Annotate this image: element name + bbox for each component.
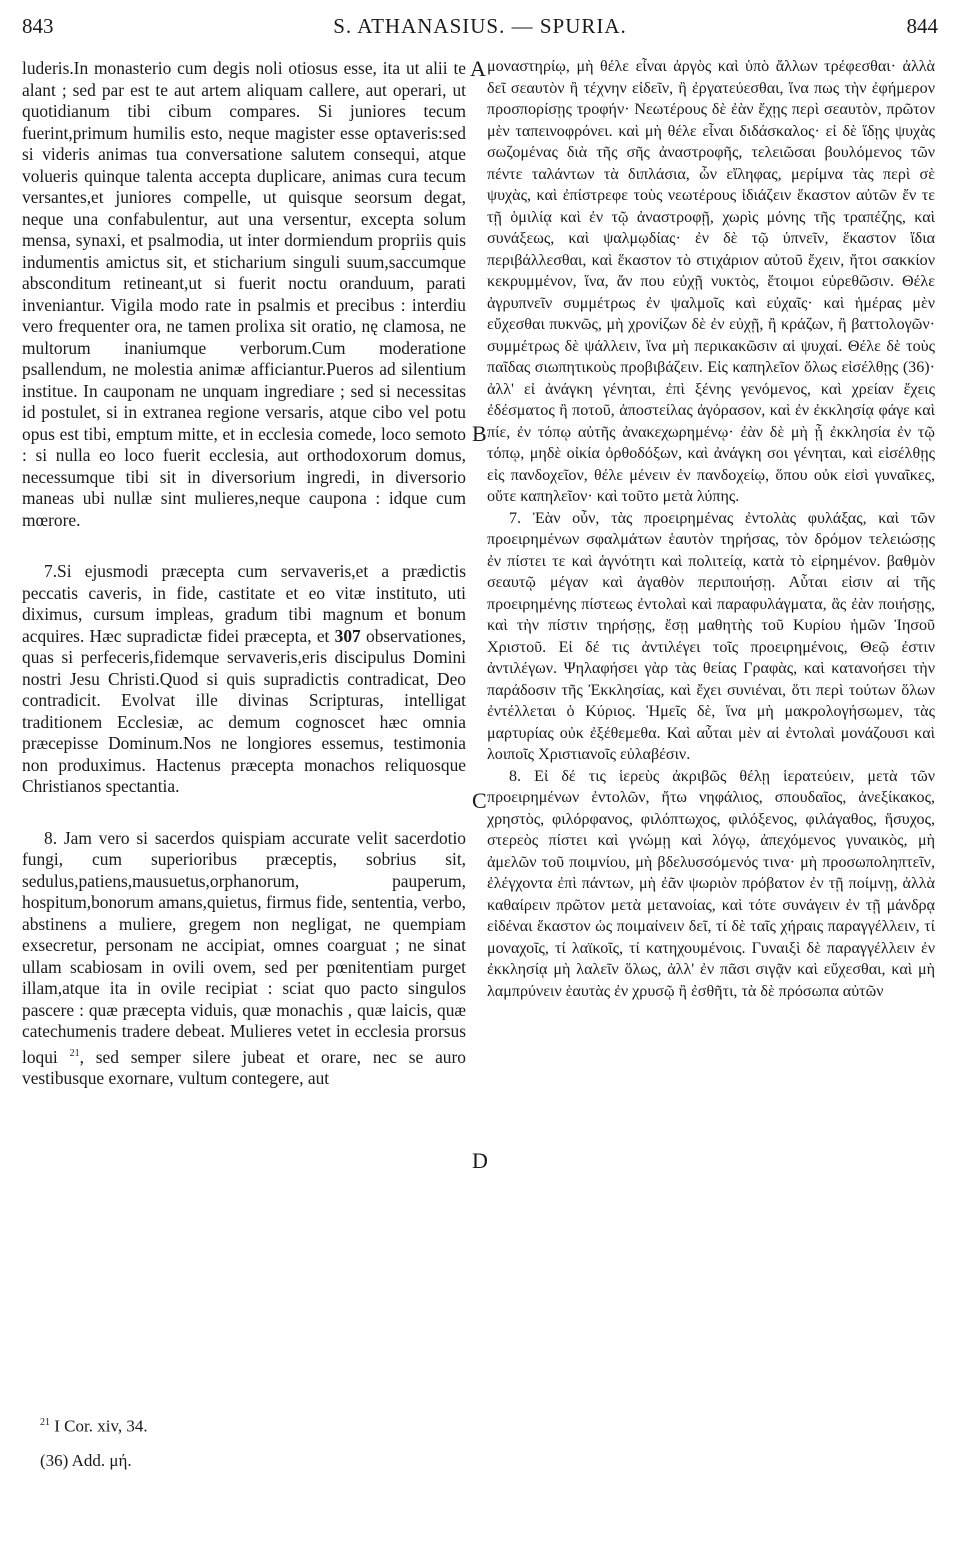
- footnote-number: 21: [40, 1417, 50, 1428]
- latin-paragraph-7: [22, 561, 466, 798]
- page-number-left: 843: [22, 14, 54, 38]
- running-title: S. ATHANASIUS. — SPURIA.: [333, 14, 627, 38]
- latin-paragraph-7-text-a: 7.Si ejusmodi præcepta cum servaveris,et a prædictis peccatis caveris, in fide, castitate et eo vitæ instituto, uti diximus, cursum impleas, gradum tibi magnum et bonum acquires. Hæc supradictæ fidei præcepta, et: [22, 561, 466, 646]
- greek-paragraph-7: 7. Ἐὰν οὖν, τὰς προειρημένας ἐντολὰς φυλάξας, καὶ τῶν προειρημένων σφαλμάτων ἑαυτὸν τηρήσας, τὸν δρόμον τελειώσῃς ἐν πίστει τε καὶ ἁγνότητι καὶ πολιτείᾳ, κατὰ τὸ εἰρημένον. βαθμὸν σεαυτῷ μέγαν καὶ ἀγαθὸν περιποιήσῃ. Αὗται εἰσιν αἱ τῆς προειρημένης πίστεως ἐντολαὶ καὶ παραφυλάγματα, ἃς ἐὰν ποιήσῃς, καὶ τὴν πίστιν τηρήσῃς, ἔσῃ μαθητὴς τοῦ Κυρίου ἡμῶν Ἰησοῦ Χριστοῦ. Εἰ δέ τις ἀντιλέγει τοῖς προειρημένοις, Θεῷ ἐστιν ἀντιλέγων. Ψηλαφήσει γὰρ τὰς θείας Γραφὰς, καὶ κατανοήσει τὴν παράδοσιν τῆς Ἐκκλησίας, καὶ ἔχει συνιέναι, ὅτι περὶ τούτων ὅλων ἐντέλλεται ὁ Κύριος. Ἡμεῖς δὲ, ἵνα μὴ μακρολογήσωμεν, τὰς μαρτυρίας οὐκ ἐξέθεμεθα. Καὶ αὗται μὲν αἱ ἐντολαὶ μονάζουσι καὶ λοιποῖς Χριστιανοῖς εὐλαβέσιν.: [487, 509, 935, 763]
- margin-marker-b: B: [472, 421, 487, 446]
- greek-paragraph-8: 8. Εἰ δέ τις ἱερεὺς ἀκριβῶς θέλῃ ἱερατεύειν, μετὰ τῶν προειρημένων ἐντολῶν, ἤτω νηφάλιος, σπουδαῖος, ἀνεξίκακος, χρηστὸς, φιλόρφανος, φιλόπτωχος, φιλόξενος, φιλάγαθος, ἥσυχος, στερεὸς πίστει καὶ γνώμῃ καὶ λόγῳ, ἀπεχόμενος γυναικὸς, μὴ ἀμελῶν τοῦ ποιμνίου, μὴ βδελυσσόμενός τινα· μὴ προσωποληπτεῖν, ἐλέγχοντα ἐπὶ πάντων, μὴ ἐᾶν ψωριὸν πρόβατον ἐν τῇ ποίμνῃ, ἀλλὰ καθαίρειν πρῶτον μετὰ μετανοίας, καὶ τότε συνάγειν ἐν τῇ μάνδρᾳ εἰδέναι ἕκαστον ὡς ποιμαίνειν δεῖ, τί δὲ ταῖς χήραις παραγγέλλειν, τί μοναχοῖς, τί λαϊκοῖς, τί κατηχουμένοις. Γυναιξὶ δὲ παραγγέλλειν ἐν ἐκκλησίᾳ μὴ λαλεῖν ὅλως, ἀλλ' ἐν πᾶσι σιγᾷν καὶ εὔχεσθαι, καὶ μὴ λαμπρύνειν ἑαυτὰς ἐν χρυσῷ ἢ ἐσθῆτι, τὰ δὲ πρόσωπα αὐτῶν: [487, 767, 935, 1000]
- latin-paragraph-7-text-b: observationes, quas si perfeceris,fidemque servaveris,eris discipulus Domini nostri Jesu Christi.Quod si quis supradictis contradicat, Deo contradicit. Evolvat ille divinas Scripturas, intelligat traditionem Ecclesiæ, ac demum cognoscet hæc omnia præcepisse Dominum.Nos ne longiores essemus, testimonia non produximus. Hactenus præcepta monachos reliquosque Christianos spectantia.: [22, 625, 466, 796]
- greek-paragraph-1: μοναστηρίῳ, μὴ θέλε εἶναι ἀργὸς καὶ ὑπὸ ἄλλων τρέφεσθαι· ἀλλὰ δεῖ σεαυτὸν ἢ τέχνην εἰδεῖν, ἢ ἐργατεύεσθαι, ἵνα πως τὴν ἐφήμερον προσπορίσῃς τροφήν· Νεωτέρους δὲ ἐὰν ἔχῃς περὶ σεαυτὸν, πρῶτον μὲν ταπεινοφρόνει. καὶ μὴ θέλε εἶναι διδάσκαλος· εἰ δὲ ἴδῃς ψυχὰς σωζομένας διὰ τῆς σῆς ἀναστροφῆς, τελειῶσαι βουλόμενος τῶν πέντε ταλάντων τὰ διπλάσια, ὧν εἴληφας, μερίμνα τὰς περὶ σὲ ψυχὰς, καὶ ἐπίστρεφε τοὺς νεωτέρους ἰδιάζειν ἕκαστον αὐτῶν ἔν τε τῇ ὁμιλίᾳ καὶ ἐν τῷ ἀναστροφῇ, χωρὶς μόνης τῆς τραπέζης, καὶ συνάξεως, καὶ ψαλμῳδίας· ἐν δὲ τῷ ὑπνεῖν, ἕκαστον ἴδια περιβάλλεσθαι, καὶ ἕκαστον τὸ στιχάριον αὐτοῦ ἔχειν, ἤτοι σακκίον κεκρυμμένον, ἵνα, ἄν που εὐχῇ νυκτὸς, ἕτοιμοι εὑρεθῶσιν. Θέλε ἀγρυπνεῖν συμμέτρως ἐν ψαλμοῖς καὶ εὐχαῖς· καὶ ἡμέρας μὲν εὔχεσθαι πυκνῶς, μὴ χρονίζων δὲ ἐν εὐχῇ, ἢ κράζων, ἢ βαττολογῶν· συμμέτρως δὲ ψάλλειν, ἵνα μὴ περικακῶσιν αἱ ψυχαί. Θέλε δὲ τοὺς παῖδας σιωπητικοὺς προβιβάζειν. Εἰς καπηλεῖον ὅλως εἰσέλθῃς (36)· ἀλλ' εἰ ἀνάγκη γένηται, ἐπὶ ξένης γενόμενος, καὶ χρείαν ἔχεις ἐδέσματος ἢ ποτοῦ, ἀποστείλας ἀγόρασον, καὶ ἐν ἐκκλησίᾳ φάγε καὶ πίε, ἐν τόπῳ αὐτῆς ἀνακεχωρημένῳ· ἐὰν δὲ μὴ ᾖ ἐκκλησία ἐν τῷ τόπῳ, μηδὲ οἰκία ὀρθοδόξων, καὶ ἀνάγκη σοι γένηται, καὶ εἰσέλθῃς εἰς πανδοχεῖον, θέλε μένειν ἐν πανδοχείῳ, ὅπου οὐκ εἰσὶ γυναῖκες, οὔτε καπηλεῖον· καὶ τοῦτο μετὰ λύπης.: [487, 58, 935, 505]
- latin-paragraph-1: luderis.In monasterio cum degis noli otiosus esse, ita ut alii te alant ; sed par est te aut artem aliquam callere, aut operari, ut quotidianum tibi cibum compares. Si juniores tecum fuerint,primum humilis esto, neque magister esse optaveris:sed si videris animas tua conversatione salutem consequi, atque volueris quinque talenta accepta duplicare, animas cura tecum versantes,et juniores compelle, ut quisque seorsum degat, neque una confabulentur, aut una versentur, excepta solum mensa, synaxi, et psalmodia, ut inter dormiendum propriis quis indumentis amictus sit, et sticharium singuli suum,saccumque absconditum retineant,ut si fuerit noctu oranduum, parati inveniantur. Vigila modo rate in psalmis et precibus : interdiu vero frequenter ora, ne tamen prolixa sit oratio, nę clamosa, ne multorum inaniumque verborum.Cum moderatione psallendum, ne molestia animæ afficiantur.Pueros ad silentium institue. In cauponam ne unquam ingrediare ; sed si necessitas id postulet, si in extranea regione versaris, atque cibo vel potu opus est tibi, emptum mitte, et in ecclesia comede, loco semoto : si nulla eo loco fuerit ecclesia, aut orthodoxorum domus, necessumque tibi sit in diversorium ingredi, in diversorio maneas ubi nullæ sint mulieres,neque caupona : idque cum mœrore.: [22, 58, 466, 530]
- latin-column: [22, 58, 466, 1089]
- page-header: [22, 14, 938, 44]
- page-number-right: 844: [906, 14, 938, 38]
- column-number: 307: [334, 625, 361, 646]
- footnote-21-text: I Cor. xiv, 34.: [50, 1416, 148, 1436]
- margin-marker-c: C: [472, 788, 487, 813]
- latin-paragraph-8-text-b: , sed semper silere jubeat et orare, nec se auro vestibusque exornare, vultum contegere, aut: [22, 1046, 466, 1088]
- footnote-36: (36) Add. μή.: [40, 1450, 132, 1470]
- footnote-21: [40, 1406, 460, 1444]
- margin-marker-a: A: [470, 56, 486, 81]
- latin-paragraph-8: [22, 828, 466, 1090]
- footnote-ref: 21: [69, 1047, 80, 1059]
- footnotes: [40, 1406, 460, 1478]
- greek-column: [487, 56, 935, 1002]
- margin-marker-d: D: [472, 1148, 488, 1173]
- latin-paragraph-8-text-a: 8. Jam vero si sacerdos quispiam accurate velit sacerdotio fungi, cum superioribus præceptis, sobrius sit, sedulus,patiens,mausuetus,orphanorum, pauperum, hospitum,bonorum amans,quietus, firmus fide, sententia, verbo, abstinens a muliere, gregem non negligat, ne quempiam exsecretur, personam ne accipiat, omnes coarguat ; ne sinat ullam scabiosam in ovili ovem, sed per pœnitentiam purget illam,atque ita in ovile recipiat : sciat quo pacto singulos pascere : quæ præcepta viduis, quæ monachis , quæ laicis, quæ catechumenis tradere debeat. Mulieres vetet in ecclesia prorsus loqui: [22, 827, 466, 1067]
